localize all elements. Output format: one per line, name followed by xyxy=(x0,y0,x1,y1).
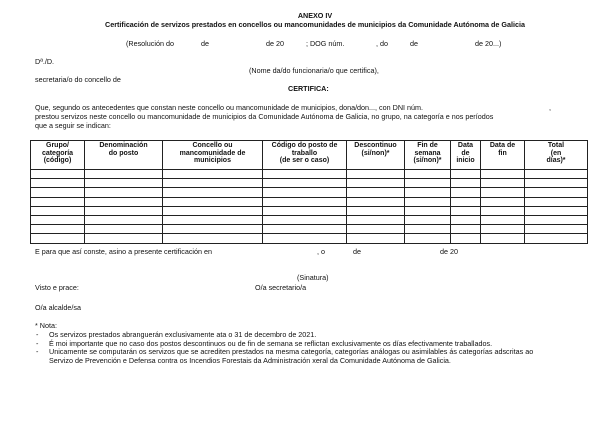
table-cell[interactable] xyxy=(85,206,163,215)
table-cell[interactable] xyxy=(451,188,481,197)
table-cell[interactable] xyxy=(163,206,263,215)
table-cell[interactable] xyxy=(451,225,481,234)
table-cell[interactable] xyxy=(525,234,588,243)
header-codigo-posto: Código do posto de traballo (de ser o caso) xyxy=(263,141,347,170)
header-total: Total (en días)* xyxy=(525,141,588,170)
body-line-1-end: , xyxy=(549,103,551,112)
resolution-text-2: de xyxy=(201,39,209,48)
table-row xyxy=(31,206,588,215)
table-cell[interactable] xyxy=(163,225,263,234)
table-header-row xyxy=(31,141,588,170)
table-cell[interactable] xyxy=(263,215,347,224)
resolution-text-1: (Resolución do xyxy=(126,39,174,48)
table-row xyxy=(31,188,588,197)
table-cell[interactable] xyxy=(525,215,588,224)
table-cell[interactable] xyxy=(263,234,347,243)
table-cell[interactable] xyxy=(451,206,481,215)
table-cell[interactable] xyxy=(451,170,481,179)
table-cell[interactable] xyxy=(481,197,525,206)
table-cell[interactable] xyxy=(85,188,163,197)
note-item-continuation: Servizo de Prevención e Defensa contra os Incendios Forestais da Administración xeral da Comunidade Autónoma de Galicia. xyxy=(49,355,451,365)
resolution-text-5: , do xyxy=(376,39,388,48)
table-cell[interactable] xyxy=(263,170,347,179)
table-cell[interactable] xyxy=(263,188,347,197)
table-cell[interactable] xyxy=(525,188,588,197)
table-cell[interactable] xyxy=(85,179,163,188)
table-cell[interactable] xyxy=(347,170,405,179)
table-cell[interactable] xyxy=(347,188,405,197)
table-cell[interactable] xyxy=(347,234,405,243)
table-row xyxy=(31,234,588,243)
table-cell[interactable] xyxy=(347,215,405,224)
header-concello: Concello ou mancomunidade de municipios xyxy=(163,141,263,170)
notes-title: * Nota: xyxy=(35,321,57,330)
table-cell[interactable] xyxy=(163,188,263,197)
closing-text-2: , o xyxy=(317,247,325,256)
signature-label: (Sinatura) xyxy=(297,273,329,282)
table-row xyxy=(31,170,588,179)
table-row xyxy=(31,215,588,224)
table-cell[interactable] xyxy=(85,197,163,206)
table-cell[interactable] xyxy=(85,225,163,234)
note-item: - Unicamente se computarán os servizos que se acrediten prestados na mesma categoría, categorías análogas ou asimilables ás categorías adscritas ao xyxy=(36,347,534,356)
table-cell[interactable] xyxy=(525,225,588,234)
table-cell[interactable] xyxy=(347,179,405,188)
table-row xyxy=(31,179,588,188)
table-cell[interactable] xyxy=(451,179,481,188)
table-cell[interactable] xyxy=(451,234,481,243)
table-cell[interactable] xyxy=(31,197,85,206)
table-cell[interactable] xyxy=(263,225,347,234)
table-cell[interactable] xyxy=(347,206,405,215)
note-item: - Os servizos prestados abranguerán exclusivamente ata o 31 de decembro de 2021. xyxy=(36,330,317,339)
table-cell[interactable] xyxy=(405,234,451,243)
table-cell[interactable] xyxy=(481,170,525,179)
certifies-heading: CERTIFICA: xyxy=(288,84,329,93)
header-denominacion: Denominación do posto xyxy=(85,141,163,170)
table-cell[interactable] xyxy=(405,197,451,206)
resolution-text-3: de 20 xyxy=(266,39,284,48)
table-cell[interactable] xyxy=(525,206,588,215)
table-cell[interactable] xyxy=(481,206,525,215)
table-cell[interactable] xyxy=(263,179,347,188)
table-cell[interactable] xyxy=(451,215,481,224)
table-cell[interactable] xyxy=(31,225,85,234)
declarant-title: Dª./D. xyxy=(35,57,55,66)
table-row xyxy=(31,197,588,206)
table-cell[interactable] xyxy=(347,197,405,206)
note-item: - É moi importante que no caso dos postos descontinuos ou de fin de semana se reflictan exclusivamente os días efectivamente traballados. xyxy=(36,338,493,348)
table-cell[interactable] xyxy=(163,197,263,206)
table-cell[interactable] xyxy=(163,215,263,224)
table-cell[interactable] xyxy=(263,206,347,215)
table-cell[interactable] xyxy=(263,197,347,206)
table-cell[interactable] xyxy=(405,179,451,188)
table-cell[interactable] xyxy=(85,215,163,224)
table-cell[interactable] xyxy=(347,225,405,234)
closing-text-1: E para que así conste, asino a presente certificación en xyxy=(35,247,212,256)
table-cell[interactable] xyxy=(85,170,163,179)
header-fin-semana: Fin de semana (si/non)* xyxy=(405,141,451,170)
table-cell[interactable] xyxy=(525,170,588,179)
services-table xyxy=(30,140,588,244)
body-line-2: prestou servizos neste concello ou mancomunidade de municipios da Comunidade Autónoma de Galicia, no grupo, na categoría e nos períodos xyxy=(35,112,494,121)
resolution-text-7: de 20...) xyxy=(475,39,502,48)
resolution-text-4: ; DOG núm. xyxy=(306,39,345,48)
table-cell[interactable] xyxy=(405,225,451,234)
notes-list xyxy=(36,331,533,365)
closing-text-3: de xyxy=(353,247,361,256)
table-cell[interactable] xyxy=(163,170,263,179)
name-hint: (Nome da/do funcionaria/o que certifica), xyxy=(249,66,379,75)
table-row xyxy=(31,225,588,234)
table-cell[interactable] xyxy=(31,188,85,197)
header-grupo: Grupo/ categoría (código) xyxy=(31,141,85,170)
declarant-role: secretaria/o do concello de xyxy=(35,75,121,84)
table-cell[interactable] xyxy=(451,197,481,206)
table-cell[interactable] xyxy=(525,197,588,206)
table-cell[interactable] xyxy=(481,188,525,197)
body-line-1: Que, segundo os antecedentes que constan neste concello ou mancomunidade de municipios, dona/don..., con DNI núm. xyxy=(35,103,423,112)
header-data-inicio: Data de inicio xyxy=(451,141,481,170)
table-cell[interactable] xyxy=(31,215,85,224)
table-cell[interactable] xyxy=(481,225,525,234)
table-cell[interactable] xyxy=(31,234,85,243)
table-cell[interactable] xyxy=(163,234,263,243)
table-cell[interactable] xyxy=(31,170,85,179)
secretary-label: O/a secretario/a xyxy=(255,283,307,292)
mayor-label: O/a alcalde/sa xyxy=(35,303,81,312)
table-cell[interactable] xyxy=(525,179,588,188)
table-cell[interactable] xyxy=(405,188,451,197)
body-line-3: que a seguir se indican: xyxy=(35,121,111,130)
table-cell[interactable] xyxy=(481,215,525,224)
table-cell[interactable] xyxy=(405,206,451,215)
table-cell[interactable] xyxy=(163,179,263,188)
table-cell[interactable] xyxy=(85,234,163,243)
table-cell[interactable] xyxy=(31,206,85,215)
table-cell[interactable] xyxy=(405,170,451,179)
header-data-fin: Data de fin xyxy=(481,141,525,170)
table-body xyxy=(31,170,588,244)
table-cell[interactable] xyxy=(31,179,85,188)
header-descontinuo: Descontinuo (si/non)* xyxy=(347,141,405,170)
annex-label: ANEXO IV xyxy=(297,11,333,20)
table-cell[interactable] xyxy=(481,179,525,188)
table-cell[interactable] xyxy=(481,234,525,243)
resolution-text-6: de xyxy=(410,39,418,48)
closing-text-4: de 20 xyxy=(440,247,458,256)
document-title: Certificación de servizos prestados en concellos ou mancomunidades de municipios da Comunidade Autónoma de Galicia xyxy=(105,20,525,29)
visto-label: Visto e prace: xyxy=(35,283,79,292)
table-cell[interactable] xyxy=(405,215,451,224)
